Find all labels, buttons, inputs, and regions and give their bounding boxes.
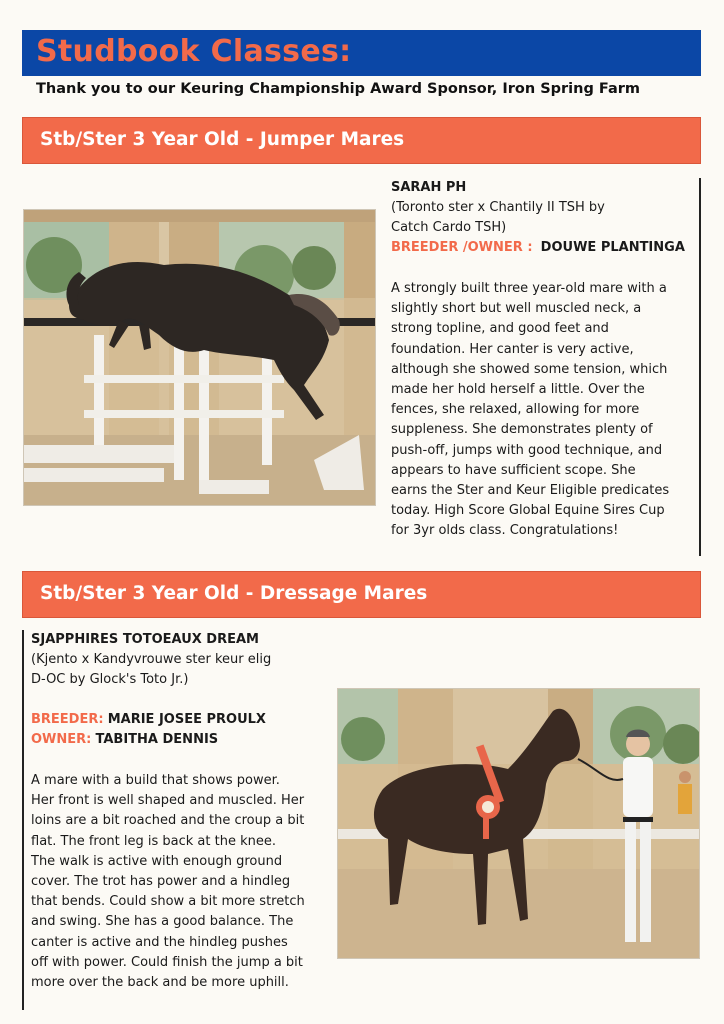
horse-jumping-illustration (24, 210, 376, 506)
description-line: off with power. Could finish the jump a bit (31, 954, 303, 970)
owner-label: OWNER: (31, 732, 92, 747)
horse1-name: SARAH PH (391, 180, 467, 195)
description-line: more over the back and be more uphill. (31, 975, 289, 991)
description-line: and swing. She has a good balance. The (31, 914, 294, 930)
description-line: strong topline, and good feet and (391, 321, 609, 337)
description-line: flat. The front leg is back at the knee. (31, 833, 276, 849)
horse2-breeder (31, 710, 266, 730)
description-line: loins are a bit roached and the croup a bit (31, 813, 305, 829)
description-line: Her front is well shaped and muscled. Her (31, 793, 305, 809)
horse1-pedigree-line2: Catch Cardo TSH) (391, 220, 507, 235)
sponsor-line: Thank you to our Keuring Championship Award Sponsor, Iron Spring Farm (36, 81, 641, 97)
description-line: earns the Ster and Keur Eligible predicates (391, 483, 670, 499)
description-line: suppleness. She demonstrates plenty of (391, 422, 653, 438)
description-line: fences, she relaxed, allowing for more (391, 402, 640, 418)
description-line: foundation. Her canter is very active, (391, 341, 634, 357)
description-line: cover. The trot has power and a hindleg (31, 874, 291, 890)
description-line: although she showed some tension, which (391, 361, 668, 377)
horse2-owner (31, 730, 218, 750)
description-line: push-off, jumps with good technique, and (391, 442, 663, 458)
description-line: that bends. Could show a bit more stretch (31, 894, 305, 910)
horse2-pedigree-line2: D-OC by Glock's Toto Jr.) (31, 672, 189, 687)
owner-value: TABITHA DENNIS (95, 732, 219, 747)
horse-jumping-photo (23, 209, 376, 506)
description-line: A strongly built three year-old mare with a (391, 281, 667, 296)
description-line: made her hold herself a little. Over the (391, 382, 645, 398)
description-line: appears to have sufficient scope. She (391, 462, 636, 478)
horse1-description (391, 279, 669, 542)
description-line: The walk is active with enough ground (31, 853, 283, 869)
horse-handler-photo (337, 688, 700, 959)
breeder-value: MARIE JOSEE PROULX (107, 712, 266, 727)
horse1-breeder-owner (391, 238, 685, 258)
description-line: canter is active and the hindleg pushes (31, 934, 288, 950)
description-line: for 3yr olds class. Congratulations! (391, 523, 619, 539)
horse2-name: SJAPPHIRES TOTOEAUX DREAM (31, 632, 259, 647)
section2-heading: Stb/Ster 3 Year Old - Dressage Mares (40, 583, 428, 604)
breeder-owner-label: BREEDER /OWNER : (391, 240, 533, 255)
description-line: slightly short but well muscled neck, a (391, 301, 642, 317)
horse1-pedigree-line1: (Toronto ster x Chantily II TSH by (391, 200, 605, 215)
section2-divider (22, 630, 24, 1010)
breeder-owner-value: DOUWE PLANTINGA (540, 240, 685, 255)
section1-divider (699, 178, 701, 556)
horse-handler-illustration (338, 689, 700, 959)
horse2-description (31, 771, 305, 993)
breeder-label: BREEDER: (31, 712, 104, 727)
section1-heading: Stb/Ster 3 Year Old - Jumper Mares (40, 129, 405, 150)
page-title: Studbook Classes: (36, 34, 352, 69)
description-line: today. High Score Global Equine Sires Cup (391, 503, 665, 519)
description-line: A mare with a build that shows power. (31, 773, 280, 788)
horse2-pedigree-line1: (Kjento x Kandyvrouwe ster keur elig (31, 652, 272, 667)
